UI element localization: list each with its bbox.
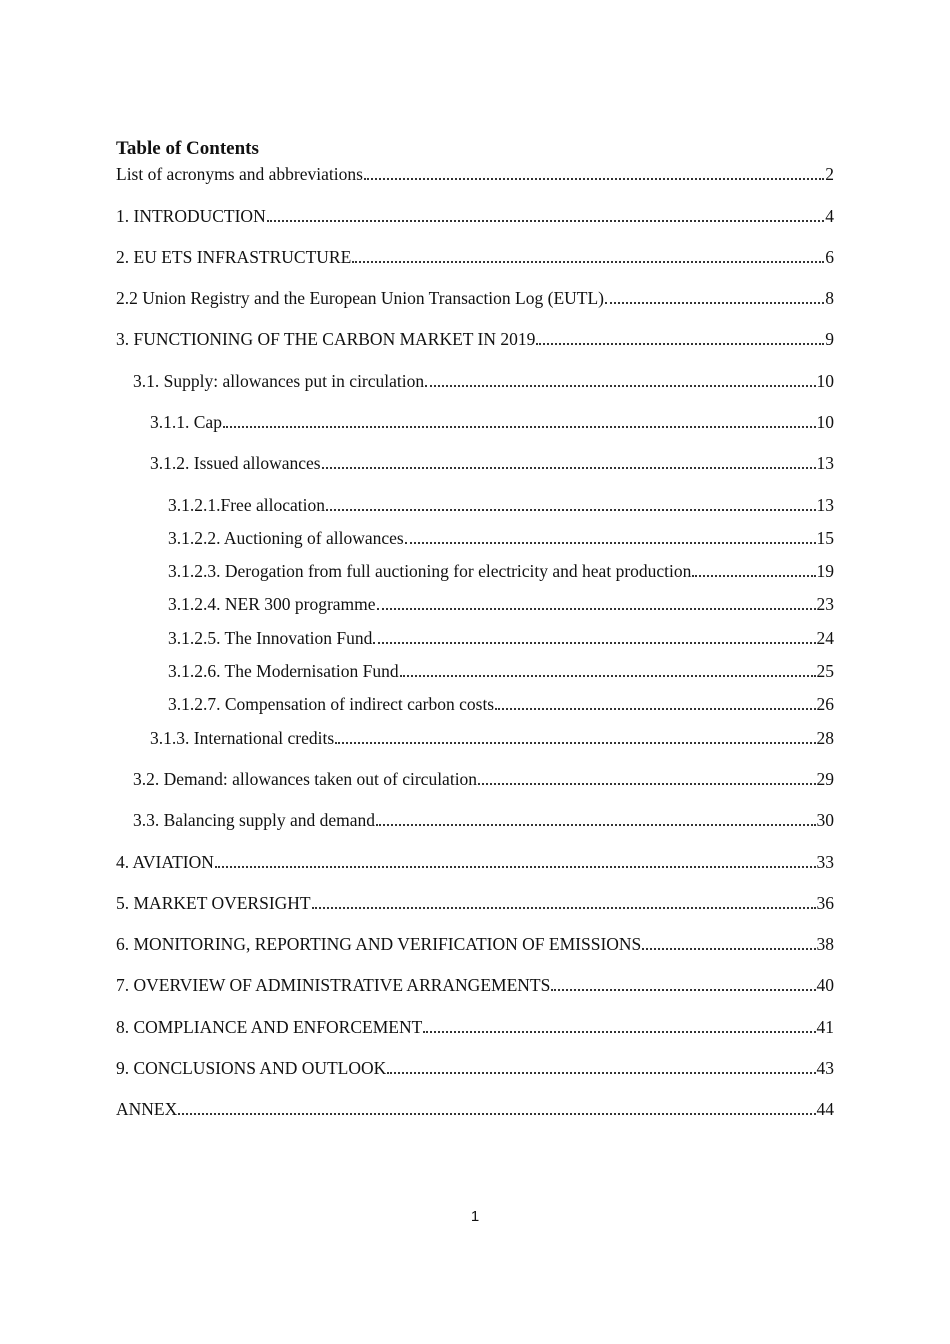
toc-entry-label: 6. MONITORING, REPORTING AND VERIFICATION OF EMISSIONS [116, 934, 642, 954]
toc-entry-label: List of acronyms and abbreviations [116, 164, 363, 184]
toc-entry-label: 1. INTRODUCTION [116, 206, 266, 226]
toc-entry-aviation[interactable] [116, 850, 834, 874]
toc-entry-page: 38 [816, 934, 834, 954]
toc-entry-page: 9 [825, 329, 834, 349]
dot-leader [312, 907, 816, 909]
dot-leader [387, 1072, 815, 1074]
dot-leader [642, 948, 815, 950]
dot-leader [364, 178, 824, 180]
dot-leader [551, 989, 815, 991]
toc-entry-label: 5. MARKET OVERSIGHT [116, 893, 311, 913]
toc-entry-modernisation-fund[interactable] [168, 659, 834, 683]
toc-entry-supply[interactable] [133, 369, 834, 393]
toc-entry-label: 3.1.1. Cap [150, 412, 222, 432]
dot-leader [267, 220, 825, 222]
dot-leader [423, 1031, 815, 1033]
toc-entry-carbon-market[interactable] [116, 327, 834, 351]
toc-entry-label: 3.1.2.4. NER 300 programme [168, 594, 376, 614]
toc-entry-page: 10 [816, 371, 834, 391]
dot-leader [373, 642, 815, 644]
toc-entry-page: 15 [816, 528, 834, 548]
toc-entry-page: 43 [816, 1058, 834, 1078]
toc-entry-infrastructure[interactable] [116, 245, 834, 269]
toc-entry-label: 9. CONCLUSIONS AND OUTLOOK [116, 1058, 387, 1078]
dot-leader [335, 742, 815, 744]
page-number: 1 [470, 1208, 480, 1225]
dot-leader [605, 302, 824, 304]
toc-entry-indirect-costs[interactable] [168, 692, 834, 716]
dot-leader [400, 675, 816, 677]
toc-entry-introduction[interactable] [116, 204, 834, 228]
toc-entry-page: 44 [816, 1099, 834, 1119]
toc-entry-page: 6 [825, 247, 834, 267]
toc-entry-page: 24 [816, 628, 834, 648]
toc-entry-label: 4. AVIATION [116, 852, 214, 872]
dot-leader [352, 261, 824, 263]
toc-entry-page: 2 [825, 164, 834, 184]
toc-entry-innovation-fund[interactable] [168, 626, 834, 650]
toc-entry-label: 3.3. Balancing supply and demand [133, 810, 376, 830]
toc-entry-acronyms[interactable] [116, 162, 834, 186]
dot-leader [425, 385, 815, 387]
toc-entry-annex[interactable] [116, 1097, 834, 1121]
toc-entry-market-oversight[interactable] [116, 891, 834, 915]
dot-leader [223, 426, 816, 428]
toc-entry-label: 2. EU ETS INFRASTRUCTURE [116, 247, 352, 267]
toc-entry-page: 41 [816, 1017, 834, 1037]
dot-leader [478, 783, 815, 785]
toc-entry-administrative[interactable] [116, 973, 834, 997]
toc-entry-page: 28 [816, 728, 834, 748]
toc-entry-label: 3.1.2.2. Auctioning of allowances [168, 528, 404, 548]
toc-entry-page: 33 [816, 852, 834, 872]
toc-entry-balancing[interactable] [133, 808, 834, 832]
toc-entry-label: 8. COMPLIANCE AND ENFORCEMENT [116, 1017, 423, 1037]
dot-leader [376, 824, 815, 826]
dot-leader [326, 509, 816, 511]
toc-entry-page: 4 [825, 206, 834, 226]
toc-entry-conclusions[interactable] [116, 1056, 834, 1080]
dot-leader [215, 866, 816, 868]
toc-entry-page: 8 [825, 288, 834, 308]
toc-entry-label: 3.1.2. Issued allowances [150, 453, 321, 473]
toc-entry-mrv[interactable] [116, 932, 834, 956]
toc-entry-page: 23 [816, 594, 834, 614]
toc-entry-auctioning[interactable] [168, 526, 834, 550]
toc-entry-union-registry[interactable] [116, 286, 834, 310]
dot-leader [692, 575, 815, 577]
toc-title: Table of Contents [116, 138, 259, 159]
dot-leader [495, 708, 815, 710]
toc-entry-international-credits[interactable] [150, 726, 834, 750]
toc-entry-page: 36 [816, 893, 834, 913]
toc-entry-label: ANNEX [116, 1099, 178, 1119]
toc-entry-label: 3.1.2.7. Compensation of indirect carbon costs [168, 694, 495, 714]
toc-entry-page: 40 [816, 975, 834, 995]
toc-entry-derogation[interactable] [168, 559, 834, 583]
toc-entry-issued-allowances[interactable] [150, 451, 834, 475]
toc-entry-free-allocation[interactable] [168, 493, 834, 517]
toc-entry-label: 3. FUNCTIONING OF THE CARBON MARKET IN 2019 [116, 329, 536, 349]
toc-entry-page: 26 [816, 694, 834, 714]
toc-entry-label: 2.2 Union Registry and the European Union Transaction Log (EUTL) [116, 288, 604, 308]
toc-entry-page: 30 [816, 810, 834, 830]
dot-leader [178, 1113, 815, 1115]
toc-entry-label: 3.1. Supply: allowances put in circulation [133, 371, 425, 391]
toc-entry-label: 7. OVERVIEW OF ADMINISTRATIVE ARRANGEMENTS [116, 975, 551, 995]
dot-leader [322, 467, 816, 469]
toc-entry-page: 29 [816, 769, 834, 789]
toc-entry-label: 3.1.3. International credits [150, 728, 335, 748]
toc-entry-demand[interactable] [133, 767, 834, 791]
toc-entry-page: 25 [816, 661, 834, 681]
toc-entry-label: 3.1.2.5. The Innovation Fund [168, 628, 373, 648]
toc-entry-page: 19 [816, 561, 834, 581]
toc-entry-page: 13 [816, 453, 834, 473]
toc-entry-label: 3.1.2.3. Derogation from full auctioning for electricity and heat production [168, 561, 692, 581]
toc-entry-label: 3.1.2.1.Free allocation [168, 495, 325, 515]
toc-entry-cap[interactable] [150, 410, 834, 434]
toc-entry-page: 10 [816, 412, 834, 432]
toc-entry-label: 3.1.2.6. The Modernisation Fund [168, 661, 399, 681]
toc-entry-compliance[interactable] [116, 1015, 834, 1039]
toc-entry-label: 3.2. Demand: allowances taken out of circulation [133, 769, 478, 789]
toc-entry-ner-300[interactable] [168, 592, 834, 616]
toc-entry-page: 13 [816, 495, 834, 515]
dot-leader [377, 608, 816, 610]
dot-leader [536, 343, 824, 345]
dot-leader [405, 542, 816, 544]
